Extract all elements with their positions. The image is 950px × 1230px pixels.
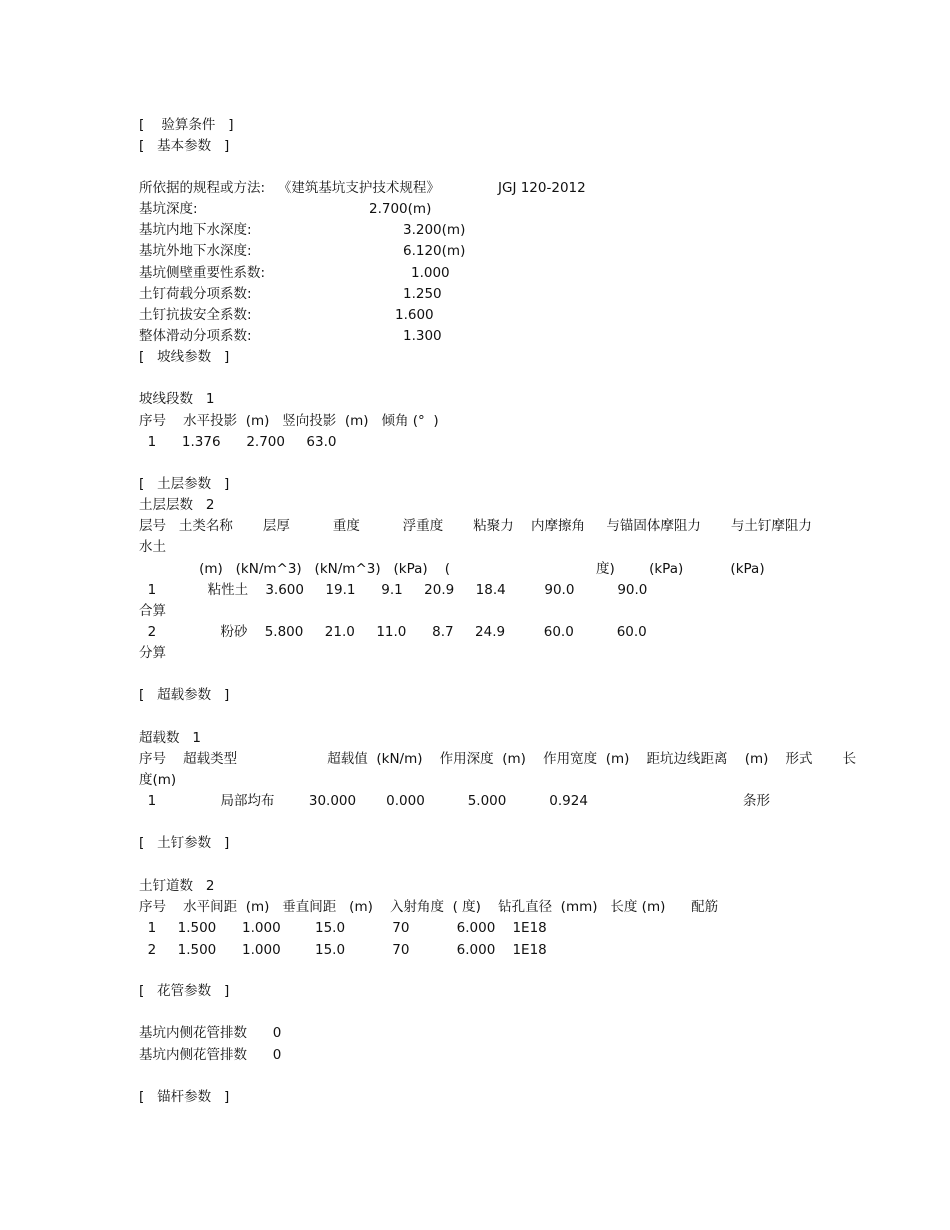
basic-row-nail-load-value: 1.250 <box>403 286 442 302</box>
table-row: 1 1.376 2.700 63.0 <box>139 434 337 450</box>
soil-table-header-wrap: 水土 <box>139 539 166 555</box>
surcharge-table-header-wrap: 度(m) <box>139 772 177 788</box>
soil-table-units: (m) (kN/m^3) (kN/m^3) (kPa) ( 度) (kPa) (kPa) <box>139 561 765 577</box>
basic-params-header: [ 基本参数 ] <box>139 138 230 154</box>
surcharge-table-header: 序号 超载类型 超载值 (kN/m) 作用深度 (m) 作用宽度 (m) 距坑边线距离 (m) 形式 长 <box>139 751 857 767</box>
slope-table-header: 序号 水平投影 (m) 竖向投影 (m) 倾角 (° ) <box>139 413 439 429</box>
slope-params-header: [ 坡线参数 ] <box>139 349 230 365</box>
anchor-params-header: [ 锚杆参数 ] <box>139 1089 230 1105</box>
basic-row-inner-water-value: 3.200(m) <box>403 222 466 238</box>
table-row: 2 1.500 1.000 15.0 70 6.000 1E18 <box>139 942 547 958</box>
nail-table-header: 序号 水平间距 (m) 垂直间距 (m) 入射角度 ( 度) 钻孔直径 (mm) 长度 (m) 配筋 <box>139 899 719 915</box>
basic-row-depth-label: 基坑深度: <box>139 201 198 217</box>
surcharge-count: 超载数 1 <box>139 730 201 746</box>
nail-count: 土钉道数 2 <box>139 878 215 894</box>
basic-row-sliding-label: 整体滑动分项系数: <box>139 328 252 344</box>
basic-row-nail-load-label: 土钉荷载分项系数: <box>139 286 252 302</box>
basic-row-depth-value: 2.700(m) <box>369 201 432 217</box>
nail-params-header: [ 土钉参数 ] <box>139 835 230 851</box>
basic-row-importance-value: 1.000 <box>411 265 450 281</box>
slope-count: 坡线段数 1 <box>139 391 215 407</box>
basic-row-inner-water-label: 基坑内地下水深度: <box>139 222 252 238</box>
check-conditions-header: [ 验算条件 ] <box>139 117 234 133</box>
list-item: 基坑内侧花管排数 0 <box>139 1047 282 1063</box>
basic-row-pullout-value: 1.600 <box>395 307 434 323</box>
basic-row-sliding-value: 1.300 <box>403 328 442 344</box>
surcharge-params-header: [ 超载参数 ] <box>139 687 230 703</box>
table-row-continuation: 合算 <box>139 603 166 619</box>
basic-row-standard-value: JGJ 120-2012 <box>498 180 586 196</box>
table-row-continuation: 分算 <box>139 645 166 661</box>
basic-row-standard-label: 所依据的规程或方法: 《建筑基坑支护技术规程》 <box>139 180 440 196</box>
pipe-params-header: [ 花管参数 ] <box>139 983 230 999</box>
table-row: 1 局部均布 30.000 0.000 5.000 0.924 <box>139 793 588 809</box>
table-row: 2 粉砂 5.800 21.0 11.0 8.7 24.9 60.0 60.0 <box>139 624 647 640</box>
basic-row-outer-water-value: 6.120(m) <box>403 243 466 259</box>
table-row: 1 粘性土 3.600 19.1 9.1 20.9 18.4 90.0 90.0 <box>139 582 648 598</box>
soil-params-header: [ 土层参数 ] <box>139 476 230 492</box>
surcharge-row-form: 条形 <box>743 793 770 809</box>
basic-row-outer-water-label: 基坑外地下水深度: <box>139 243 252 259</box>
table-row: 1 1.500 1.000 15.0 70 6.000 1E18 <box>139 920 547 936</box>
basic-row-pullout-label: 土钉抗拔安全系数: <box>139 307 252 323</box>
soil-table-header: 层号 土类名称 层厚 重度 浮重度 粘聚力 内摩擦角 与锚固体摩阻力 与土钉摩阻力 <box>139 518 812 534</box>
basic-row-importance-label: 基坑侧壁重要性系数: <box>139 265 266 281</box>
soil-count: 土层层数 2 <box>139 497 215 513</box>
list-item: 基坑内侧花管排数 0 <box>139 1025 282 1041</box>
